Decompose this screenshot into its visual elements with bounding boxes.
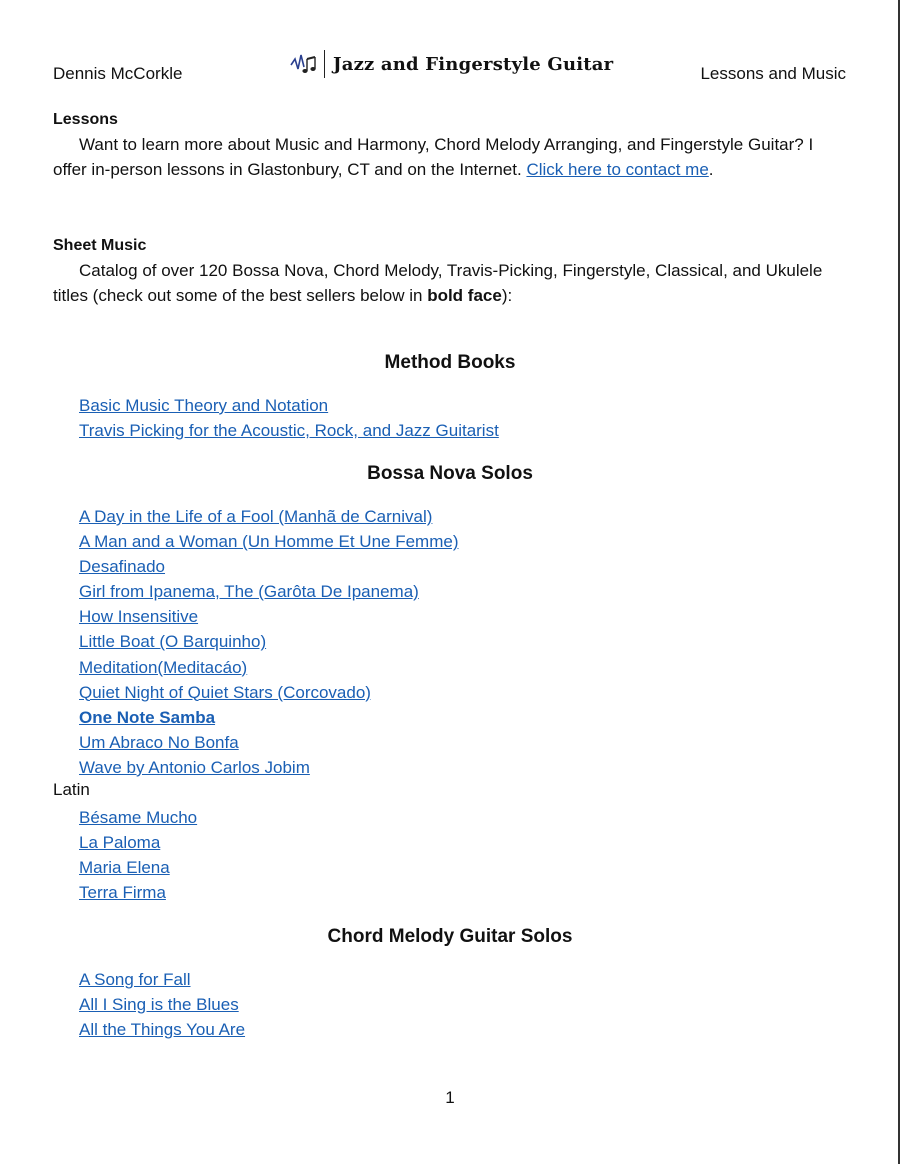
method-books-list (79, 393, 499, 443)
method-books-title: Method Books (384, 352, 516, 373)
logo-divider (324, 50, 325, 78)
list-item-link[interactable]: Bésame Mucho (79, 808, 198, 827)
chord-melody-title: Chord Melody Guitar Solos (327, 926, 573, 947)
list-item-link[interactable]: Wave by Antonio Carlos Jobim (79, 757, 310, 777)
bold-face-text: bold face (427, 286, 502, 305)
list-item-link[interactable]: A Man and a Woman (Un Homme Et Une Femme) (79, 532, 459, 552)
sheet-music-heading: Sheet Music (53, 237, 147, 254)
sheet-music-paragraph (53, 258, 843, 308)
header-subtitle: Lessons and Music (700, 64, 846, 83)
lessons-heading: Lessons (53, 111, 118, 128)
header-author: Dennis McCorkle (53, 64, 183, 83)
lessons-section (53, 107, 843, 182)
list-item-link[interactable]: Meditation(Meditacáo) (79, 657, 248, 677)
list-item-link[interactable]: Travis Picking for the Acoustic, Rock, and Jazz Guitarist (79, 421, 499, 441)
list-item-link[interactable]: Girl from Ipanema, The (Garôta De Ipanema) (79, 582, 419, 602)
best-seller-link[interactable]: One Note Samba (79, 707, 216, 727)
sheet-music-tail: ): (501, 286, 513, 305)
bossa-nova-list (79, 504, 459, 780)
latin-label: Latin (53, 780, 90, 799)
list-item-link[interactable]: La Paloma (79, 833, 161, 853)
list-item-link[interactable]: A Song for Fall (79, 970, 191, 989)
lessons-text: Want to learn more about Music and Harmony, Chord Melody Arranging, and Fingerstyle Guitar? I offer in-person lessons in Glastonbury, CT and on the Internet. (53, 135, 814, 179)
list-item-link[interactable]: Basic Music Theory and Notation (79, 396, 329, 415)
bossa-nova-title: Bossa Nova Solos (367, 463, 533, 484)
list-item-link[interactable]: Terra Firma (79, 883, 166, 903)
list-item-link[interactable]: All the Things You Are (79, 1020, 246, 1040)
list-item-link[interactable]: Desafinado (79, 557, 166, 577)
page-number: 1 (445, 1088, 455, 1107)
list-item-link[interactable]: Quiet Night of Quiet Stars (Corcovado) (79, 682, 371, 702)
sheet-music-section (53, 233, 843, 308)
sheet-music-text: Catalog of over 120 Bossa Nova, Chord Melody, Travis-Picking, Fingerstyle, Classical, and Ukulele titles (check out some of the best sellers below in (53, 261, 823, 305)
list-item-link[interactable]: Um Abraco No Bonfa (79, 732, 239, 752)
guitar-notes-icon (290, 51, 320, 77)
site-logo (290, 50, 613, 78)
list-item-link[interactable]: Little Boat (O Barquinho) (79, 632, 267, 652)
chord-melody-list (79, 967, 245, 1042)
lessons-period: . (708, 160, 714, 179)
list-item-link[interactable]: How Insensitive (79, 607, 199, 627)
logo-text: Jazz and Fingerstyle Guitar (333, 53, 614, 75)
latin-list (79, 805, 197, 905)
contact-link[interactable]: Click here to contact me (526, 160, 709, 179)
list-item-link[interactable]: Maria Elena (79, 858, 170, 878)
list-item-link[interactable]: A Day in the Life of a Fool (Manhã de Carnival) (79, 507, 433, 526)
lessons-paragraph (53, 132, 843, 182)
list-item-link[interactable]: All I Sing is the Blues (79, 995, 239, 1015)
